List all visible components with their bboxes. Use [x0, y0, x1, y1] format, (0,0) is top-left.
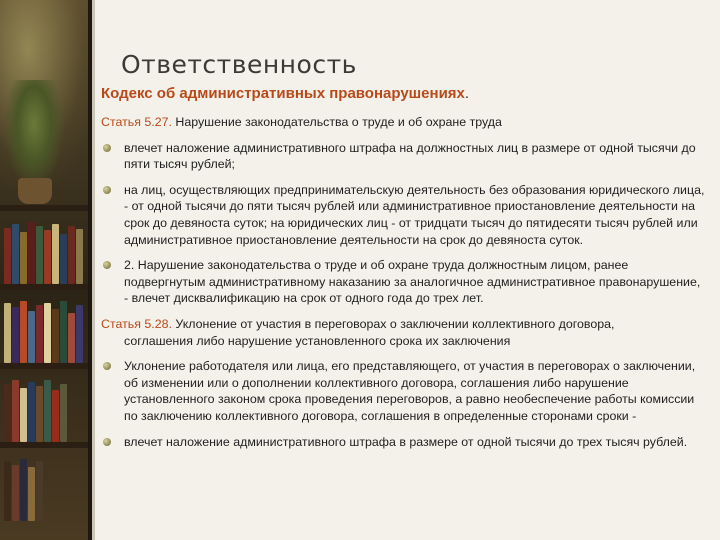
article-1-label: Статья 5.27.: [101, 115, 172, 129]
bullet-icon: [103, 186, 111, 194]
bullet-icon: [103, 438, 111, 446]
list-item-text: 2. Нарушение законодательства о труде и об охране труда должностным лицом, ранее подвергнутым административному наказанию за аналогичное административное правонарушение, - влечет дисквалификацию на срок от одного года до трех лет.: [124, 258, 701, 306]
article-2-label: Статья 5.28.: [101, 316, 172, 331]
list-item: [101, 257, 705, 307]
list-item: [101, 140, 705, 173]
plant-image: [4, 80, 64, 190]
list-item-text: Уклонение работодателя или лица, его представляющего, от участия в переговорах о заключении, об изменении или о дополнении коллективного договора, соглашения либо нарушение установленного законом срока проведения переговоров, а равно необеспечение работы комиссии по заключению коллективного договора, соглашения в определенные сторонами сроки -: [124, 359, 696, 423]
left-divider: [92, 0, 95, 540]
bullet-icon: [103, 261, 111, 269]
list-item-text: на лиц, осуществляющих предпринимательскую деятельность без образования юридического лица, - от одной тысячи до пяти тысяч рублей или административное приостановление деятельности на срок до девяноста суток; на юридических лиц - от тридцати тысяч до пятидесяти тысяч рублей или административное приостановление деятельности на срок до девяноста суток.: [124, 182, 705, 247]
bullet-icon: [103, 144, 111, 152]
article-1-heading: [101, 114, 705, 131]
article-2-title-cont: соглашения либо нарушение установленного срока их заключения: [124, 333, 511, 348]
page-title: Ответственность: [121, 50, 357, 79]
article-2-title: Уклонение от участия в переговорах о заключении коллективного договора,: [171, 316, 615, 331]
list-item-text: влечет наложение административного штрафа в размере от одной тысячи до трех тысяч рублей.: [124, 434, 688, 449]
list-item: [101, 182, 705, 248]
article-1-title: Нарушение законодательства о труде и об охране труда: [171, 115, 502, 129]
bullet-icon: [103, 362, 111, 370]
list-item-text: влечет наложение административного штрафа на должностных лиц в размере от одной тысячи до пяти тысяч рублей;: [124, 140, 696, 172]
subtitle-dot: .: [464, 85, 470, 102]
bookshelf-photo: [0, 0, 92, 540]
code-subtitle: [101, 85, 469, 102]
list-item: [101, 358, 705, 424]
subtitle-text: Кодекс об административных правонарушениях: [101, 85, 465, 102]
article-2-heading: [101, 316, 705, 349]
document-body: [101, 114, 705, 459]
list-item: [101, 434, 705, 451]
